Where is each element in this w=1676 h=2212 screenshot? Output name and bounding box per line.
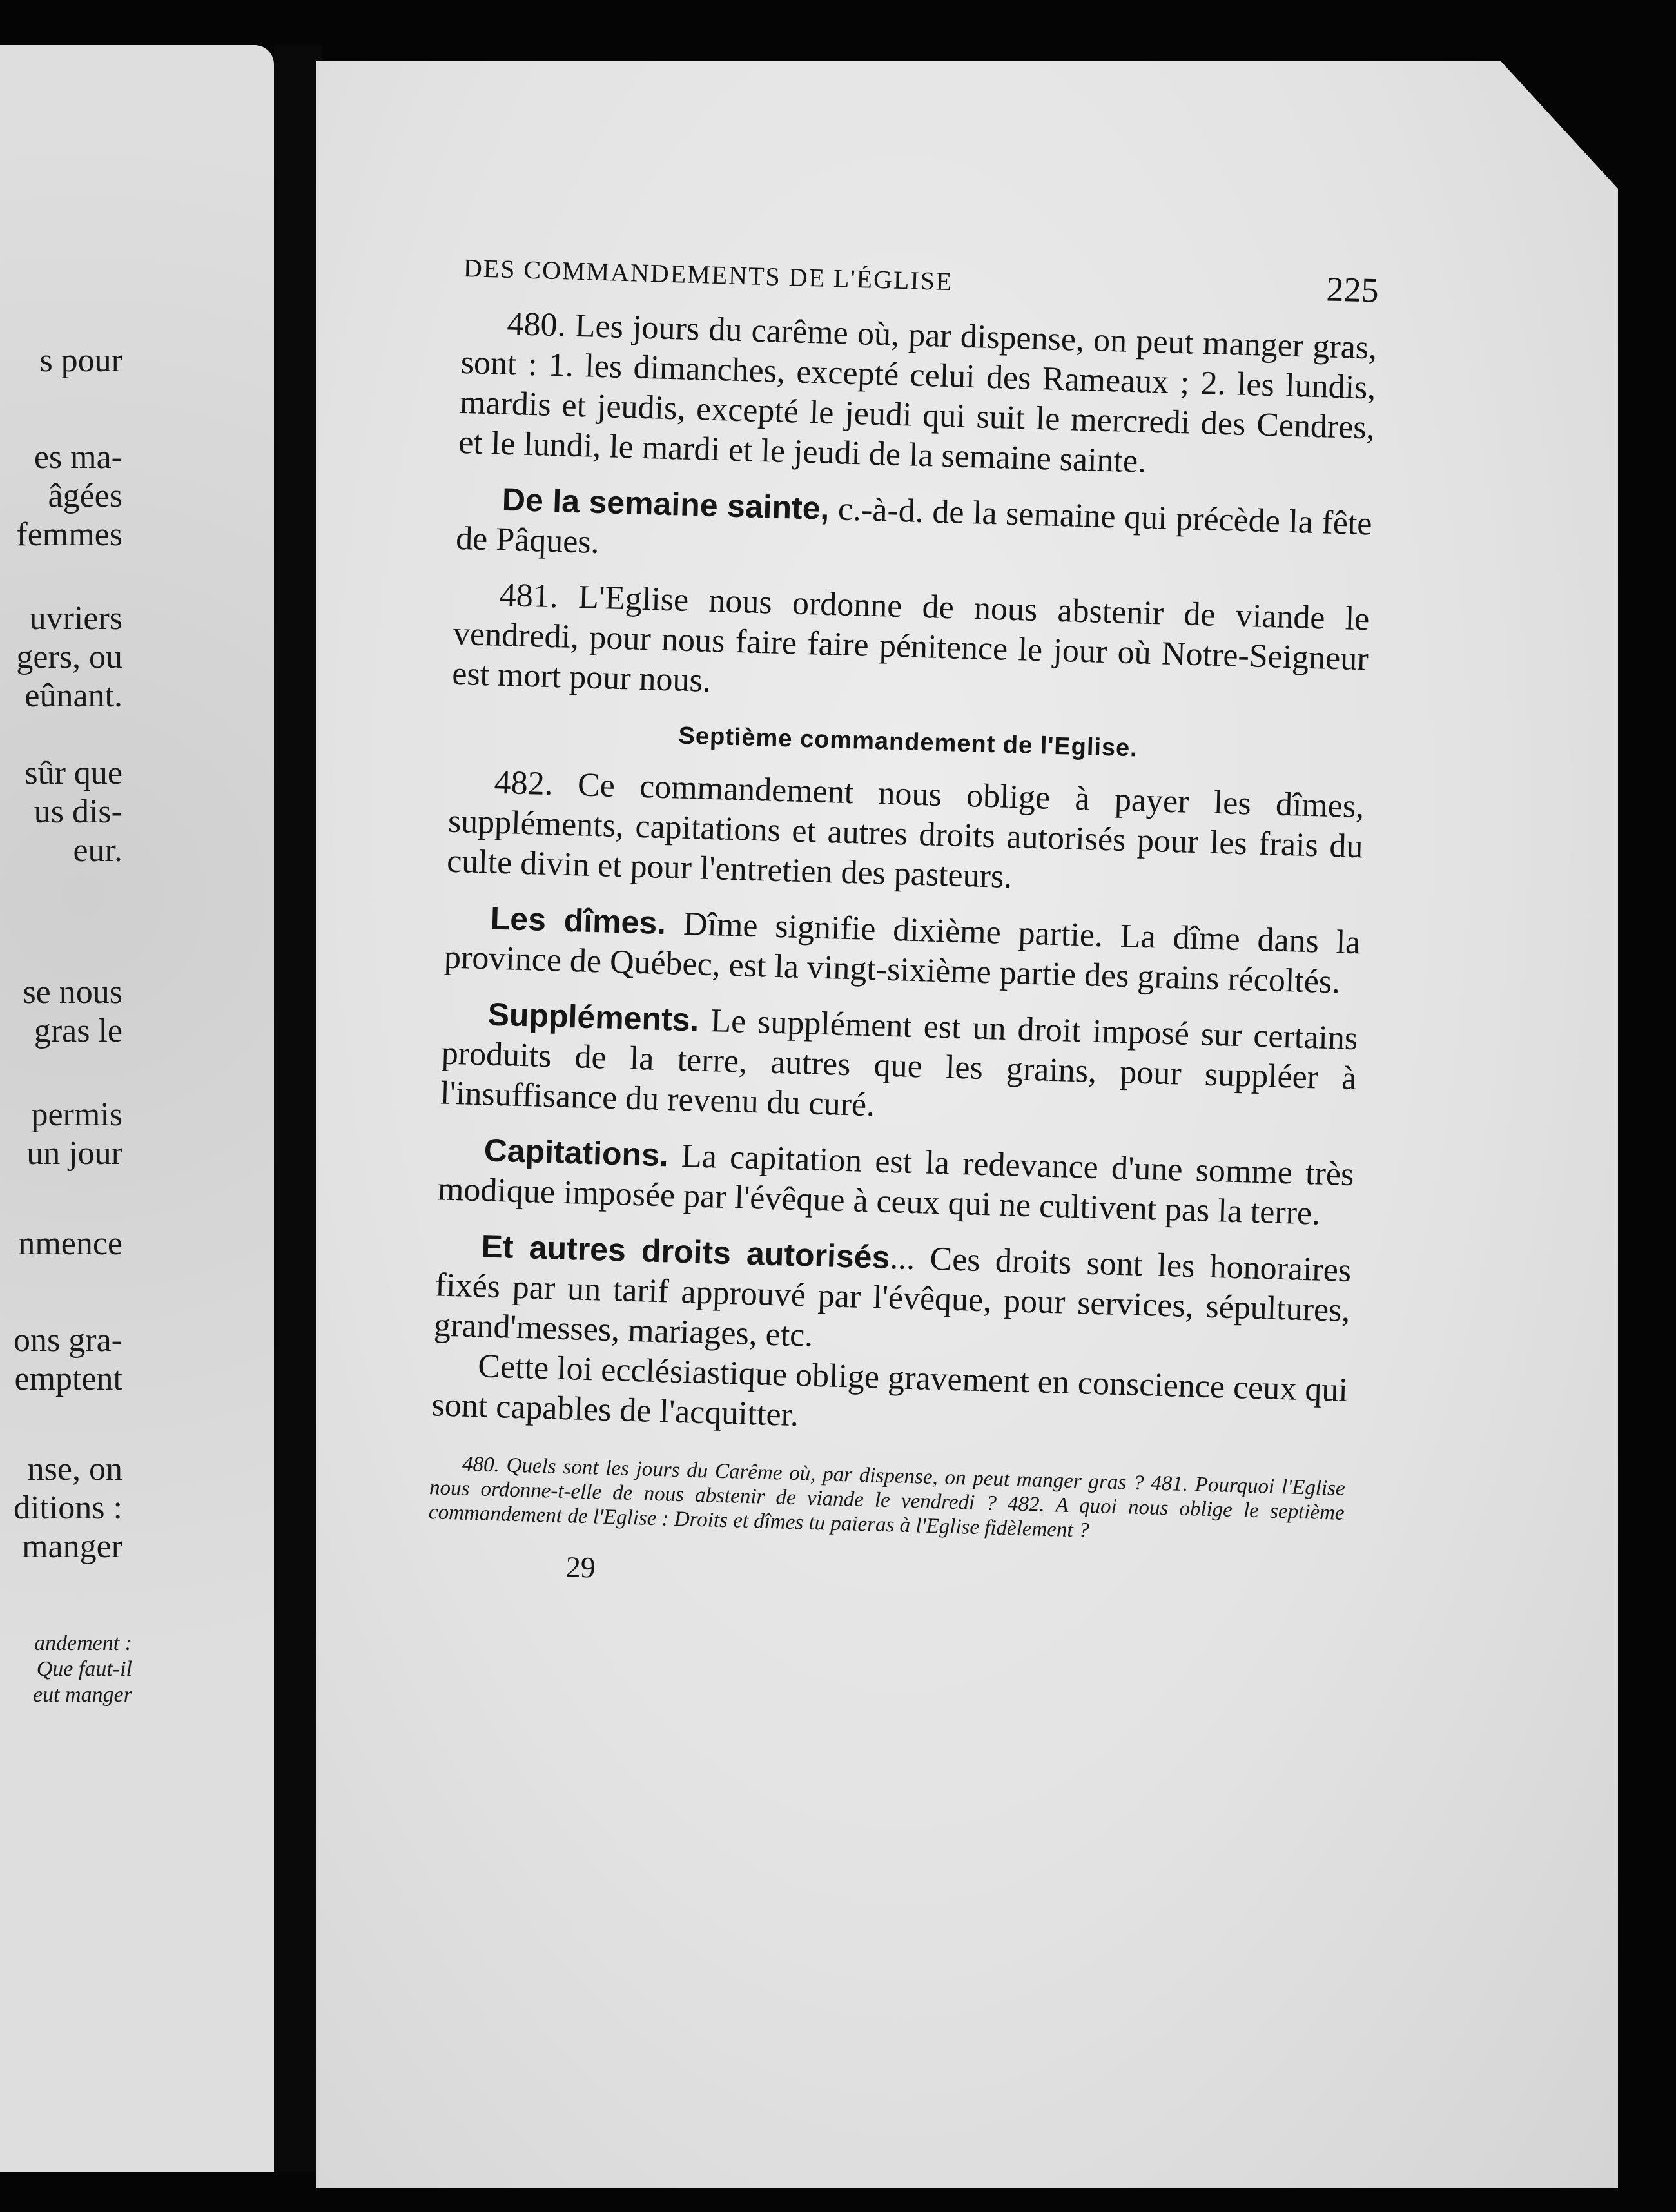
paragraph-481: 481. L'Eglise nous ordonne de nous abstenir de viande le vendredi, pour nous faire faire pénitence le jour où Notre-Seigneur est mort pour nous.: [451, 576, 1370, 699]
left-line: âgées: [48, 478, 122, 514]
left-line: eûnant.: [24, 677, 122, 714]
left-line: uvriers: [29, 600, 122, 637]
dimes-text: Dîme signifie dixième partie. La dîme dans la province de Québec, est la vingt-sixième partie des grains récoltés.: [443, 905, 1361, 1001]
left-line: emptent: [14, 1361, 122, 1397]
left-line: un jour: [26, 1135, 122, 1172]
left-line: ditions :: [13, 1489, 122, 1526]
term-capitations: Capitations.: [483, 1132, 669, 1174]
book-spine: [274, 45, 322, 2172]
left-line: permis: [31, 1096, 122, 1133]
left-line: nse, on: [27, 1451, 122, 1488]
left-line: eur.: [73, 832, 122, 869]
left-line: sûr que: [24, 755, 122, 791]
term-autres-droits: Et autres droits autorisés: [480, 1228, 891, 1276]
signature-mark: 29: [565, 1550, 596, 1584]
left-line: gras le: [34, 1013, 122, 1049]
page-number: 225: [1325, 269, 1379, 310]
header-title: DES COMMANDEMENTS DE L'ÉGLISE: [463, 253, 953, 296]
previous-page: [0, 45, 274, 2172]
semaine-sainte-text: c.-à-d. de la semaine qui précède la fête de Pâques.: [455, 490, 1373, 561]
page-text-block: [427, 245, 1379, 1606]
section-heading: Septième commandement de l'Eglise.: [678, 722, 1138, 762]
capitations-text: La capitation est la redevance d'une somme très modique imposée par l'évêque à ceux qui ne cultivent pas la terre.: [437, 1137, 1355, 1232]
left-line: nmence: [18, 1225, 122, 1262]
paragraph-semaine-sainte: [455, 478, 1372, 585]
term-semaine-sainte: De la semaine sainte,: [502, 481, 830, 527]
left-line: femmes: [16, 516, 122, 553]
paragraph-supplements: [440, 993, 1358, 1140]
left-footnote-line: andement :: [34, 1631, 132, 1655]
left-footnote-line: eut manger: [33, 1683, 132, 1707]
left-line: se nous: [23, 974, 122, 1011]
left-line: ons gra-: [14, 1322, 122, 1359]
term-supplements: Suppléments.: [487, 996, 700, 1038]
supplements-text: Le supplément est un droit imposé sur certains produits de la terre, autres que les grains, pour suppléer à l'insuffisance du revenu du curé.: [440, 1002, 1358, 1124]
paragraph-dimes: [443, 897, 1361, 1004]
left-line: manger: [22, 1528, 122, 1565]
left-line: es ma-: [34, 439, 122, 476]
paragraph-482: 482. Ce commandement nous oblige à payer les dîmes, suppléments, capitations et autres droits autorisés pour les frais du culte divin et pour l'entretien des pasteurs.: [446, 764, 1365, 896]
autres-droits-text: ... Ces droits sont les honoraires fixés par un tarif approuvé par l'évêque, pour services, sépultures, grand'messes, mariages, etc.: [433, 1239, 1352, 1354]
term-dimes: Les dîmes.: [490, 900, 667, 942]
left-line: us dis-: [34, 793, 122, 830]
left-line: s pour: [39, 342, 122, 379]
left-line: gers, ou: [16, 639, 122, 675]
paragraph-480: 480. Les jours du carême où, par dispense, on peut manger gras, sont : 1. les dimanches, excepté celui des Rameaux ; 2. les lundis, mardis et jeudis, excepté le jeudi qui suit le mercredi des Cendres, et le lundi, le mardi et le jeudi de la semaine sainte.: [458, 305, 1378, 480]
paragraph-capitations: [437, 1129, 1354, 1235]
paragraph-loi: Cette loi ecclésiastique oblige gravement en conscience ceux qui sont capables de l'acquitter.: [431, 1348, 1349, 1434]
footnote-questions: 480. Quels sont les jours du Carême où, par dispense, on peut manger gras ? 481. Pourquoi l'Eglise nous ordonne-t-elle de nous abstenir de viande le vendredi ? 482. A quoi nous oblige le septième commandement de l'Eglise : Droits et dîmes tu paieras à l'Eglise fidèlement ?: [428, 1452, 1346, 1542]
left-footnote-line: Que faut-il: [36, 1657, 132, 1681]
